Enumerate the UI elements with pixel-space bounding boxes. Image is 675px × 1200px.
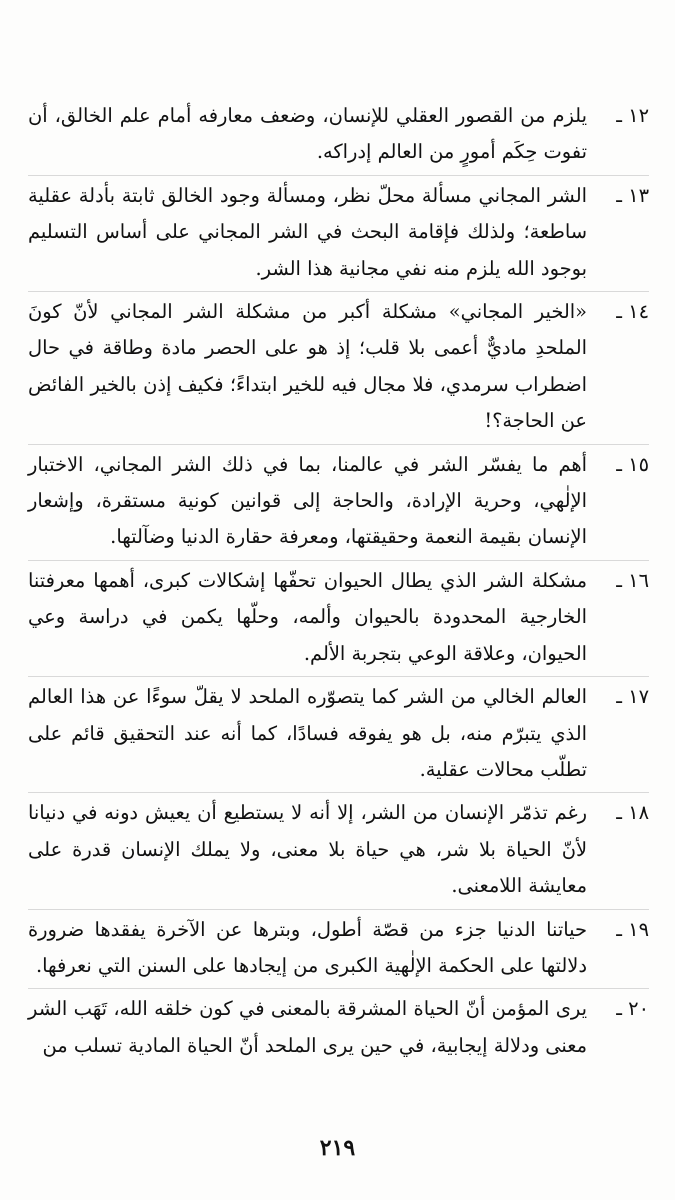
item-text: «الخير المجاني» مشكلة أكبر من مشكلة الشر المجاني لأنّ كونَ الملحدِ ماديٌّ أعمى بلا قلب؛ إذ هو على الحصر مادة وطاقة في حال اضطراب سرمدي، فلا مجال فيه للخير ابتداءً؛ فكيف إذن بالخير الفائض عن الحاجة؟! bbox=[28, 300, 587, 433]
page-number: ٢١٩ bbox=[319, 1135, 356, 1161]
item-text: مشكلة الشر الذي يطال الحيوان تحفّها إشكالات كبرى، أهمها معرفتنا الخارجية المحدودة بالحيوان وألمه، وحلّها يكمن في دراسة وعي الحيوان، وعلاقة الوعي بتجربة الألم. bbox=[28, 568, 587, 665]
item-text: العالم الخالي من الشر كما يتصوّره الملحد لا يقلّ سوءًا عن هذا العالم الذي يتبرّم منه، بل هو يفوقه فسادًا، كما أنه عند التحقيق قائم على تطلّب محالات عقلية. bbox=[28, 685, 587, 781]
item-number: ٢٠ ـ bbox=[616, 997, 649, 1021]
list-item bbox=[28, 677, 649, 793]
list-item bbox=[28, 445, 649, 561]
item-number: ١٤ ـ bbox=[616, 300, 649, 324]
list-item bbox=[28, 96, 649, 176]
item-text: يلزم من القصور العقلي للإنسان، وضعف معارفه أمام علم الخالق، أن تفوت حِكَم أمورٍ من العالم إدراكه. bbox=[28, 104, 587, 164]
numbered-list bbox=[28, 96, 649, 1068]
list-item bbox=[28, 561, 649, 677]
item-text: الشر المجاني مسألة محلّ نظر، ومسألة وجود الخالق ثابتة بأدلة عقلية ساطعة؛ ولذلك فإقامة البحث في الشر المجاني على أساس التسليم بوجود الله يلزم منه نفي مجانية هذا الشر. bbox=[28, 183, 587, 280]
item-number: ١٧ ـ bbox=[616, 685, 649, 709]
item-text: أهم ما يفسّر الشر في عالمنا، بما في ذلك الشر المجاني، الاختبار الإلٰهي، وحرية الإرادة، والحاجة إلى قوانين كونية مستقرة، وإشعار الإنسان بقيمة النعمة وحقيقتها، ومعرفة حقارة الدنيا وضآلتها. bbox=[28, 452, 587, 549]
item-number: ١٢ ـ bbox=[616, 104, 649, 127]
item-number: ١٣ ـ bbox=[616, 183, 649, 207]
item-text: رغم تذمّر الإنسان من الشر، إلا أنه لا يستطيع أن يعيش دونه في دنيانا لأنّ الحياة بلا شر، هي حياة بلا معنى، ولا يملك الإنسان قدرة على معايشة اللامعنى. bbox=[28, 801, 587, 898]
item-number: ١٥ ـ bbox=[616, 452, 649, 476]
list-item bbox=[28, 292, 649, 445]
item-text: حياتنا الدنيا جزء من قصّة أطول، وبترها عن الآخرة يفقدها ضرورة دلالتها على الحكمة الإلٰهية الكبرى من إيجادها على السنن التي نعرفها. bbox=[28, 917, 587, 977]
list-item bbox=[28, 176, 649, 292]
list-item bbox=[28, 910, 649, 990]
item-number: ١٩ ـ bbox=[616, 917, 649, 941]
item-number: ١٦ ـ bbox=[616, 568, 649, 592]
list-item bbox=[28, 793, 649, 909]
item-text: يرى المؤمن أنّ الحياة المشرقة بالمعنى في كون خلقه الله، تَهَب الشر معنى ودلالة إيجابية، في حين يرى الملحد أنّ الحياة المادية تسلب من bbox=[28, 997, 587, 1057]
list-item bbox=[28, 989, 649, 1068]
item-number: ١٨ ـ bbox=[616, 801, 649, 825]
